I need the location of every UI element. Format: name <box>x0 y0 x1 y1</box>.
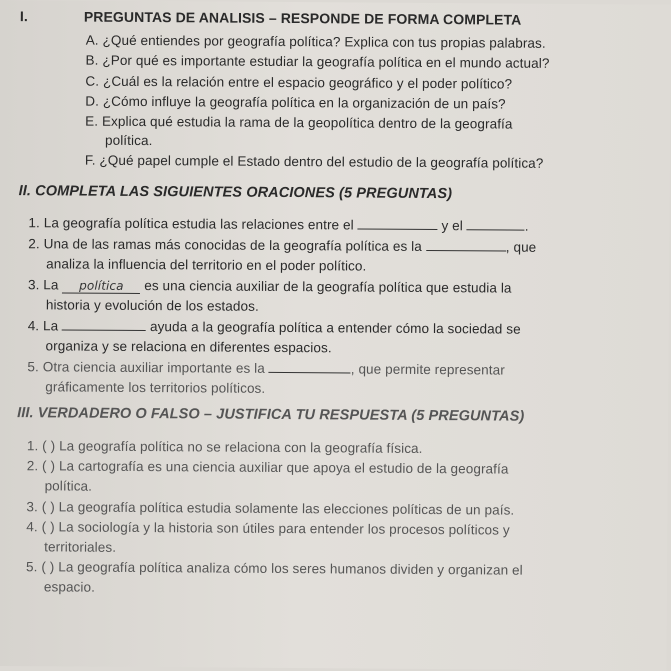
question-b: B. ¿Por qué es importante estudiar la geografía política en el mundo actual? <box>85 52 550 71</box>
fill-item-1: 1. La geografía política estudia las relaciones entre el y el . <box>28 215 529 234</box>
fill-item-5: 5. Otra ciencia auxiliar importante es la , que permite representar <box>27 359 505 378</box>
fill-blank[interactable] <box>426 250 506 252</box>
fill-item-4: 4. La ayuda a la geografía política a entender cómo la sociedad se <box>27 318 521 337</box>
section2-title: II. COMPLETA LAS SIGUIENTES ORACIONES (5 PREGUNTAS) <box>18 183 453 203</box>
fill-item-2: 2. Una de las ramas más conocidas de la geografía política es la , que <box>28 236 537 255</box>
question-d: D. ¿Cómo influye la geografía política en la organización de un país? <box>85 93 506 112</box>
tf-item-4-cont: territoriales. <box>44 539 117 555</box>
fill-item-4-cont: organiza y se relaciona en diferentes espacios. <box>45 338 332 356</box>
question-e-cont: política. <box>104 132 153 149</box>
section1-title: PREGUNTAS DE ANALISIS – RESPONDE DE FORMA COMPLETA <box>83 8 522 28</box>
handwritten-answer[interactable]: política <box>62 278 140 294</box>
question-e: E. Explica qué estudia la rama de la geopolítica dentro de la geografía <box>85 113 513 132</box>
fill-blank[interactable] <box>269 372 351 374</box>
fill-item-3-cont: historia y evolución de los estados. <box>45 297 259 314</box>
tf-item-2: 2. ( ) La cartografía es una ciencia auxiliar que apoya el estudio de la geografía <box>26 458 509 477</box>
fill-blank[interactable] <box>62 329 146 331</box>
fill-blank[interactable] <box>358 229 438 231</box>
fill-blank[interactable] <box>467 229 525 230</box>
tf-item-2-cont: política. <box>44 478 93 494</box>
section3-title: III. VERDADERO O FALSO – JUSTIFICA TU RESPUESTA (5 PREGUNTAS) <box>17 405 525 425</box>
tf-item-5-cont: espacio. <box>43 579 96 595</box>
section1-numeral: I. <box>19 8 28 25</box>
tf-item-3: 3. ( ) La geografía política estudia solamente las elecciones políticas de un país. <box>26 499 515 518</box>
fill-item-5-cont: gráficamente los territorios políticos. <box>45 379 266 396</box>
tf-item-5: 5. ( ) La geografía política analiza cómo los seres humanos dividen y organizan el <box>25 559 523 578</box>
fill-item-3: 3. La política es una ciencia auxiliar de la geografía política que estudia la <box>27 277 512 296</box>
question-f: F. ¿Qué papel cumple el Estado dentro del estudio de la geografía política? <box>84 152 544 171</box>
tf-item-4: 4. ( ) La sociología y la historia son útiles para entender los procesos políticos y <box>26 519 510 538</box>
question-a: A. ¿Qué entiendes por geografía política? Explica con tus propias palabras. <box>85 32 546 51</box>
question-c: C. ¿Cuál es la relación entre el espacio geográfico y el poder político? <box>85 73 513 92</box>
tf-item-1: 1. ( ) La geografía política no se relaciona con la geografía física. <box>26 438 423 456</box>
fill-item-2-cont: analiza la influencia del territorio en el poder político. <box>46 256 367 274</box>
